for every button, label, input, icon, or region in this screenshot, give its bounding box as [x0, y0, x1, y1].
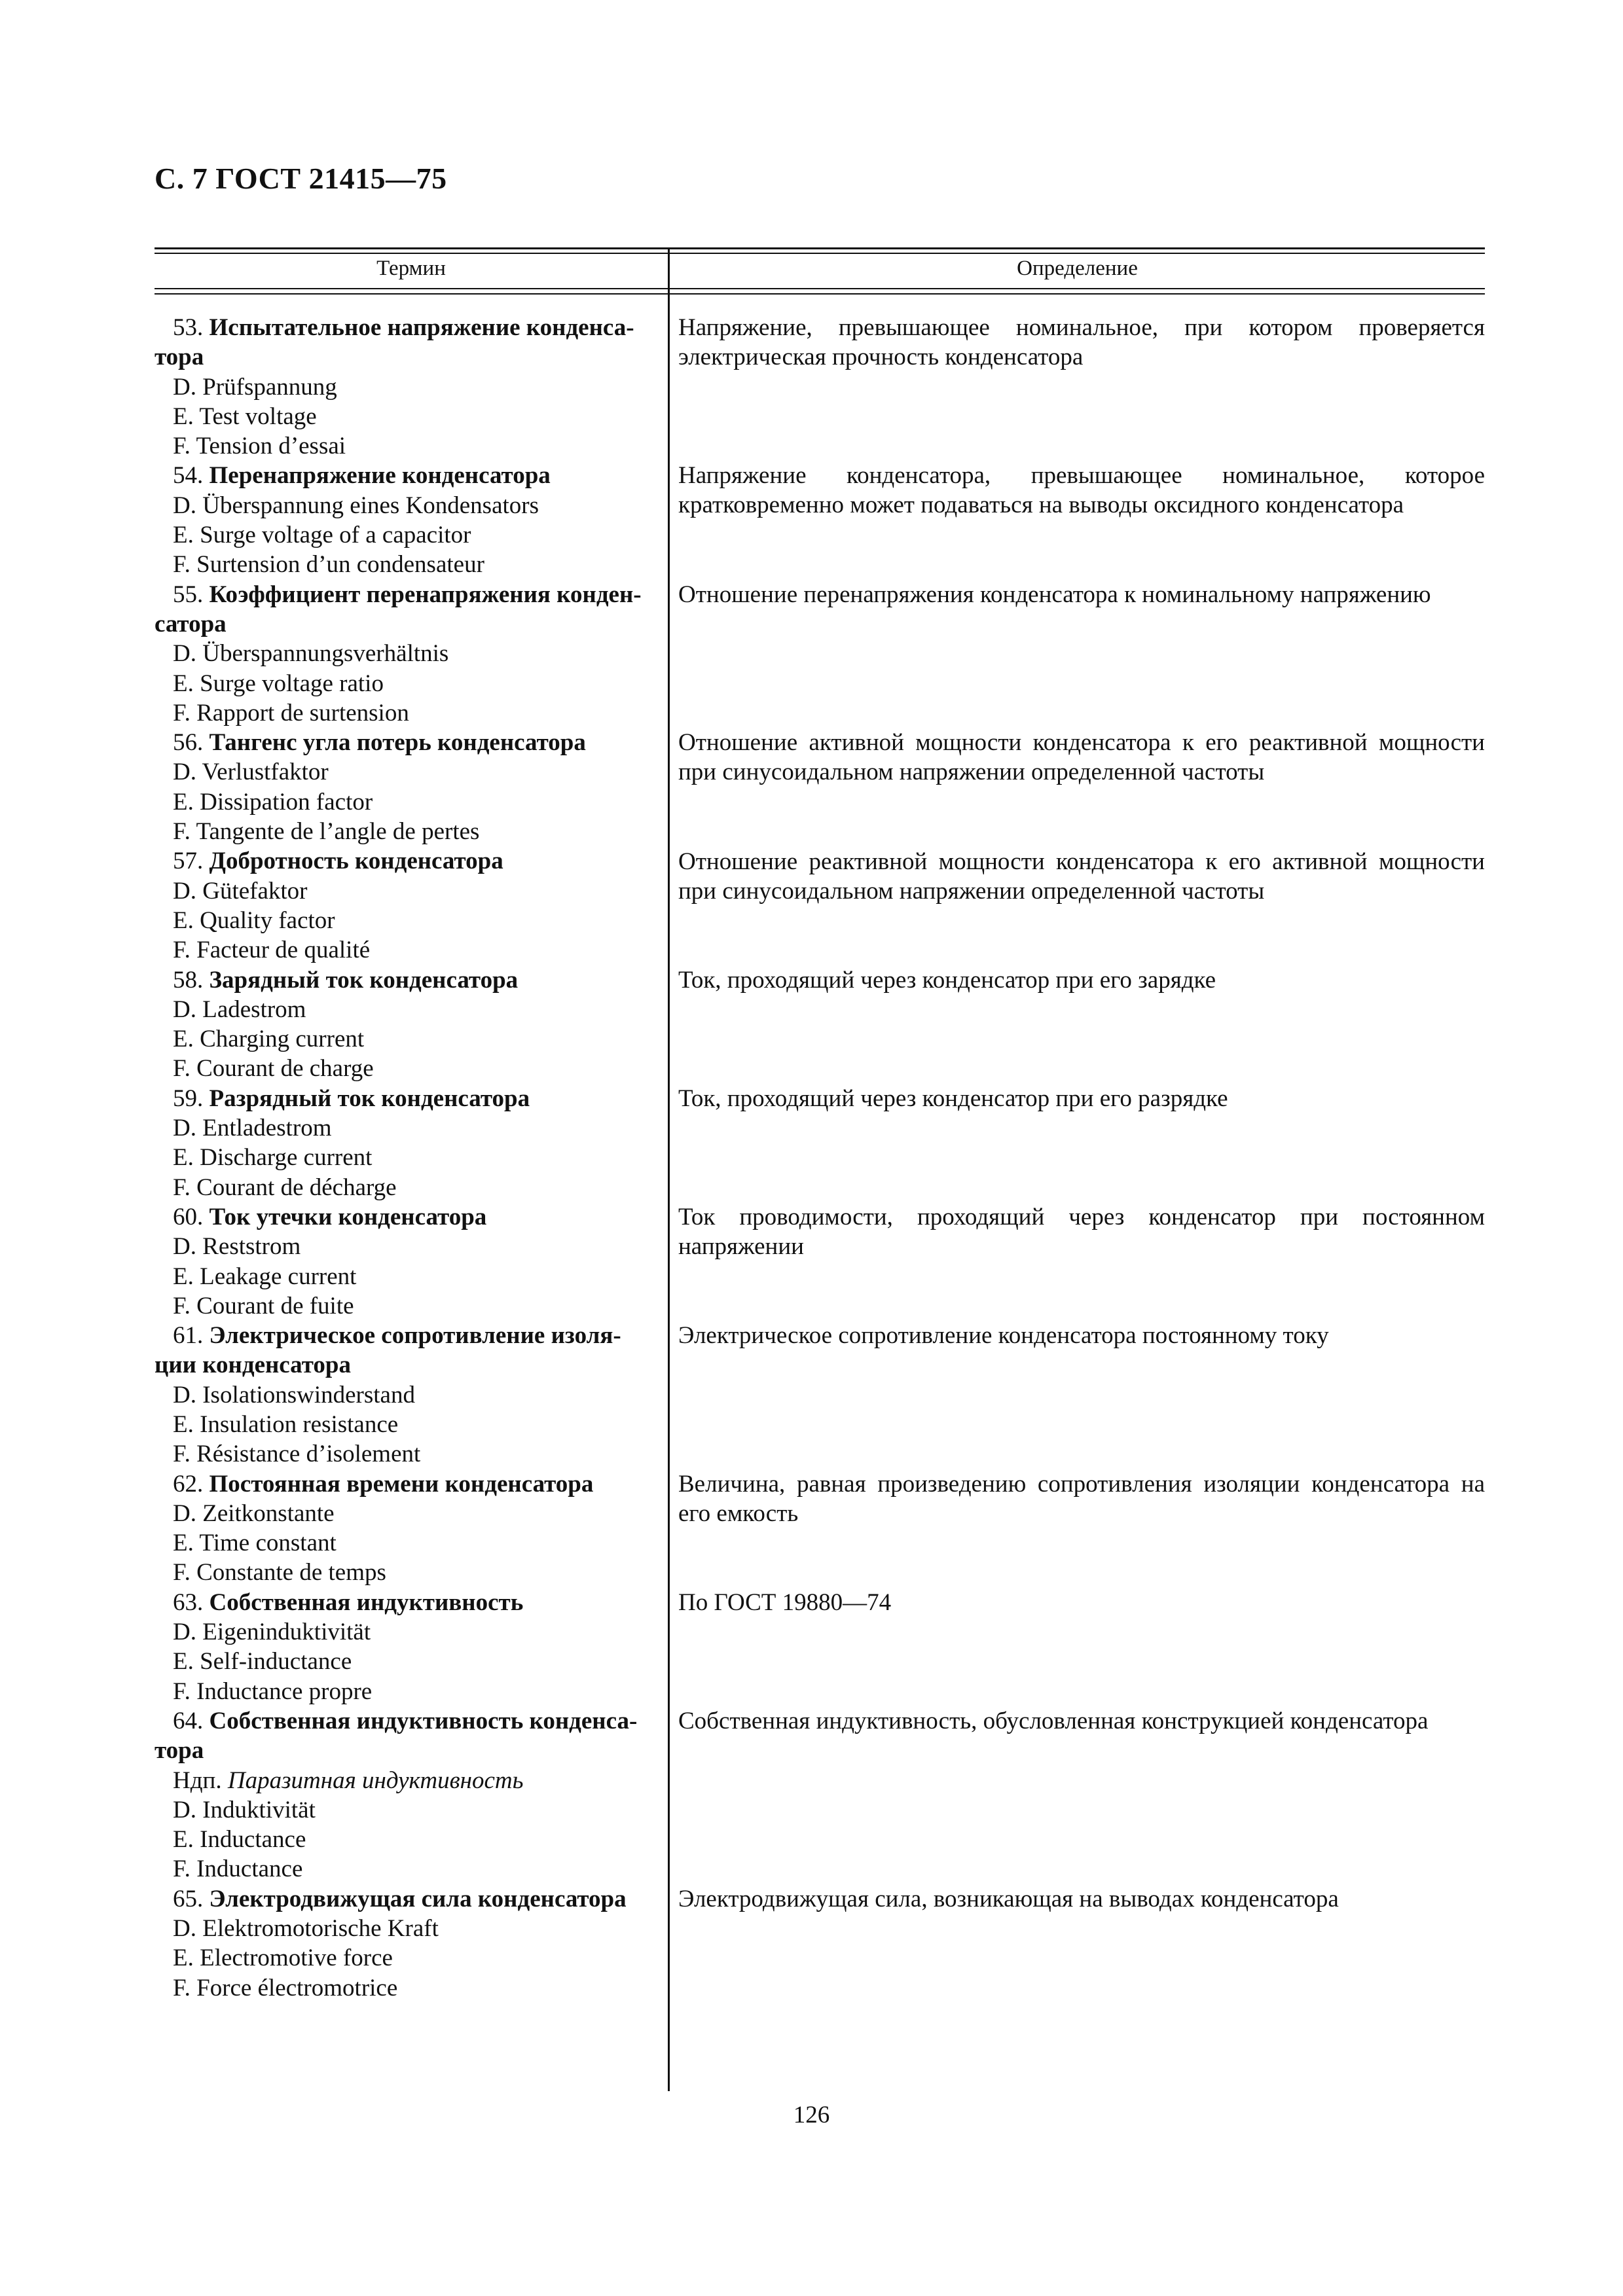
column-header-term: Термин	[376, 257, 446, 280]
term-title: 57. Добротность конденсатора	[173, 848, 503, 875]
term-en: E. Self-inductance	[173, 1648, 352, 1676]
term-de: D. Prüfspannung	[173, 373, 337, 401]
definition-62: Величина, равная произведению сопротивления изоляции конденсатора на его емкость	[678, 1471, 1485, 1528]
term-de: D. Überspannungsverhältnis	[173, 640, 449, 668]
definition-59: Ток, проходящий через конденсатор при его разрядке	[678, 1085, 1228, 1112]
term-title-cont: тора	[155, 1737, 204, 1765]
column-divider	[668, 249, 670, 2091]
term-title-cont: ции конденсатора	[155, 1352, 351, 1379]
definition-63: По ГОСТ 19880—74	[678, 1589, 892, 1616]
definition-58: Ток, проходящий через конденсатор при его зарядке	[678, 967, 1216, 994]
definition-53: Напряжение, превышающее номинальное, при котором проверяется электрическая прочность конденсатора	[678, 314, 1485, 371]
term-en: E. Electromotive force	[173, 1945, 393, 1972]
term-fr: F. Inductance propre	[173, 1677, 373, 1705]
term-title: 55. Коэффициент перенапряжения конден-	[173, 581, 642, 608]
term-title: 56. Тангенс угла потерь конденсатора	[173, 729, 586, 757]
term-title: 59. Разрядный ток конденсатора	[173, 1085, 530, 1112]
term-title: 64. Собственная индуктивность конденса-	[173, 1707, 638, 1734]
term-en: E. Dissipation factor	[173, 788, 373, 816]
term-title: 62. Постоянная времени конденсатора	[173, 1470, 594, 1498]
term-de: D. Eigeninduktivität	[173, 1619, 371, 1646]
term-fr: F. Courant de décharge	[173, 1174, 397, 1201]
term-fr: F. Tension d’essai	[173, 433, 346, 460]
table-header-rule-inner	[155, 293, 1485, 295]
term-de: D. Induktivität	[173, 1796, 316, 1823]
term-en: E. Surge voltage ratio	[173, 670, 384, 697]
term-en: E. Insulation resistance	[173, 1410, 399, 1438]
term-en: E. Leakage current	[173, 1263, 357, 1290]
table-header-rule	[155, 288, 1485, 289]
definition-56: Отношение активной мощности конденсатора к его реактивной мощности при синусоидальном напряжении определенной частоты	[678, 729, 1485, 786]
definition-64: Собственная индуктивность, обусловленная конструкцией конденсатора	[678, 1708, 1429, 1734]
term-fr: F. Courant de fuite	[173, 1292, 354, 1319]
term-de: D. Zeitkonstante	[173, 1499, 335, 1527]
term-fr: F. Tangente de l’angle de pertes	[173, 818, 480, 846]
definition-55: Отношение перенапряжения конденсатора к номинальному напряжению	[678, 581, 1431, 608]
term-en: E. Surge voltage of a capacitor	[173, 522, 471, 549]
term-fr: F. Rapport de surtension	[173, 699, 409, 726]
page-header: С. 7 ГОСТ 21415—75	[155, 162, 447, 195]
definition-65: Электродвижущая сила, возникающая на выводах конденсатора	[678, 1886, 1339, 1912]
definition-57: Отношение реактивной мощности конденсатора к его активной мощности при синусоидальном напряжении определенной частоты	[678, 848, 1485, 905]
term-deprecated: Ндп. Паразитная индуктивность	[173, 1767, 524, 1794]
term-de: D. Verlustfaktor	[173, 759, 329, 786]
term-fr: F. Surtension d’un condensateur	[173, 551, 484, 579]
term-en: E. Charging current	[173, 1026, 365, 1053]
term-de: D. Elektromotorische Kraft	[173, 1915, 439, 1943]
column-header-definition: Определение	[1017, 257, 1138, 280]
term-title: 54. Перенапряжение конденсатора	[173, 462, 551, 490]
term-title-cont: тора	[155, 344, 204, 371]
term-en: E. Inductance	[173, 1826, 306, 1854]
term-title: 63. Собственная индуктивность	[173, 1588, 524, 1616]
definition-61: Электрическое сопротивление конденсатора постоянному току	[678, 1322, 1329, 1349]
term-en: E. Test voltage	[173, 403, 317, 430]
term-title: 58. Зарядный ток конденсатора	[173, 966, 519, 994]
term-fr: F. Facteur de qualité	[173, 937, 371, 964]
term-column	[155, 313, 659, 2003]
table-top-rule-inner	[155, 253, 1485, 254]
term-fr: F. Résistance d’isolement	[173, 1441, 421, 1468]
term-fr: F. Force électromotrice	[173, 1974, 398, 2001]
definition-60: Ток проводимости, проходящий через конденсатор при постоянном напряжении	[678, 1204, 1485, 1261]
term-title: 61. Электрическое сопротивление изоля-	[173, 1322, 621, 1350]
table-top-rule	[155, 247, 1485, 249]
term-fr: F. Inductance	[173, 1856, 303, 1883]
term-de: D. Isolationswinderstand	[173, 1381, 415, 1408]
term-de: D. Entladestrom	[173, 1115, 332, 1142]
term-fr: F. Constante de temps	[173, 1559, 386, 1587]
definition-54: Напряжение конденсатора, превышающее номинальное, которое кратковременно может подаваться на выводы оксидного конденсатора	[678, 462, 1485, 519]
term-en: E. Discharge current	[173, 1144, 373, 1172]
term-de: D. Ladestrom	[173, 996, 306, 1023]
term-de: D. Reststrom	[173, 1233, 301, 1261]
term-de: D. Gütefaktor	[173, 877, 308, 905]
term-en: E. Quality factor	[173, 906, 335, 934]
term-title-cont: сатора	[155, 610, 227, 637]
term-title: 60. Ток утечки конденсатора	[173, 1203, 487, 1230]
term-en: E. Time constant	[173, 1530, 337, 1557]
term-de: D. Überspannung eines Kondensators	[173, 492, 539, 519]
page-number: 126	[793, 2102, 830, 2128]
term-title: 53. Испытательное напряжение конденса-	[173, 314, 634, 341]
term-title: 65. Электродвижущая сила конденсатора	[173, 1885, 627, 1912]
term-fr: F. Courant de charge	[173, 1055, 374, 1083]
